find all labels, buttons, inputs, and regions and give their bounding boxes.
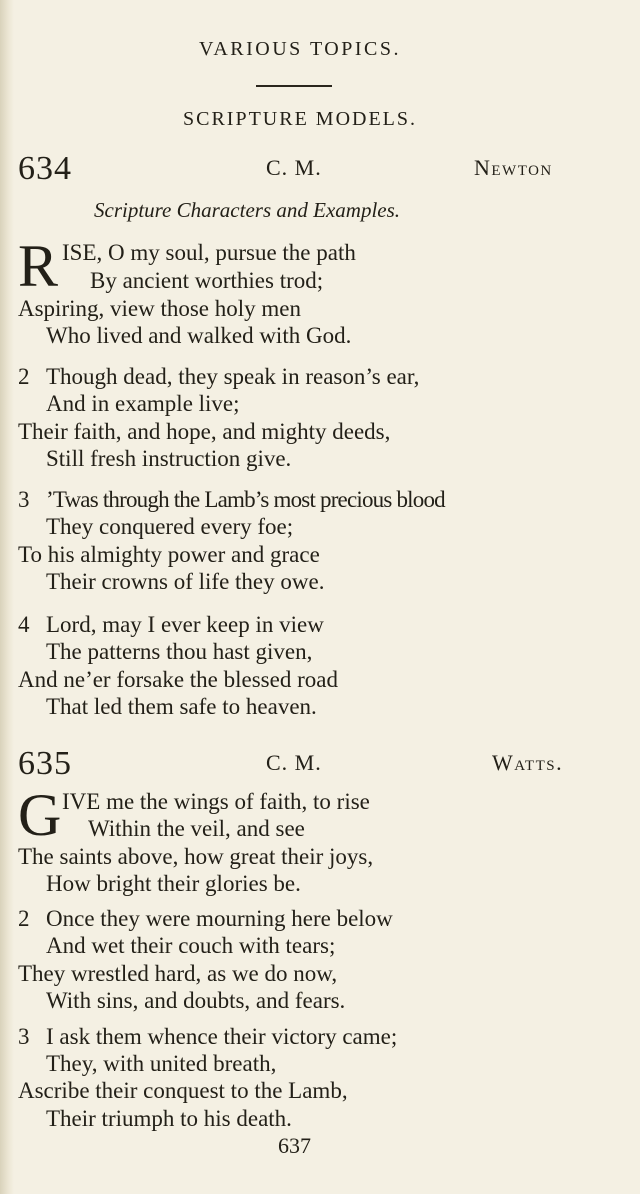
verse-line: Who lived and walked with God. [46,323,352,348]
drop-cap: R [18,233,59,299]
verse-line: And in example live; [46,391,240,416]
hymn-number: 635 [18,745,72,782]
verse-line: Within the veil, and see [88,816,305,841]
hymn-meter: C. M. [266,155,322,180]
verse-line: And wet their couch with tears; [46,933,336,958]
verse-line: Their crowns of life they owe. [46,569,325,594]
stanza-number: 3 [18,1024,30,1049]
verse-line: Once they were mourning here below [46,906,393,931]
stanza-number: 4 [18,612,30,637]
hymn-author: Watts. [492,750,564,775]
verse-line: That led them safe to heaven. [46,694,317,719]
stanza-number: 2 [18,364,30,389]
drop-cap: G [18,782,62,848]
verse-line: How bright their glories be. [46,871,301,896]
verse-line: Lord, may I ever keep in view [46,612,324,637]
page-number: 637 [278,1133,311,1158]
hymn-subtitle: Scripture Characters and Examples. [94,198,401,222]
verse-line: To his almighty power and grace [18,542,320,567]
verse-line: They wrestled hard, as we do now, [18,961,338,986]
verse-line: Ascribe their conquest to the Lamb, [18,1078,348,1103]
page-spine-shadow [0,0,14,1194]
verse-line: They, with united breath, [46,1051,277,1076]
verse-line: Their faith, and hope, and mighty deeds, [18,419,391,444]
section-title: SCRIPTURE MODELS. [182,108,418,130]
hymn-meter: C. M. [266,750,322,775]
verse-line: Aspiring, view those holy men [18,296,301,321]
verse-line: IVE me the wings of faith, to rise [62,789,370,814]
verse-line: Still fresh instruction give. [46,446,292,471]
hymn-author: Newton [474,155,553,180]
verse-line: And ne’er forsake the blessed road [18,667,338,692]
header-rule [256,85,332,87]
running-head: VARIOUS TOPICS. [198,38,401,60]
verse-line: The saints above, how great their joys, [18,844,374,869]
verse-line: Their triumph to his death. [46,1106,292,1131]
hymn-number: 634 [18,150,72,187]
stanza-number: 3 [18,487,30,512]
verse-line: With sins, and doubts, and fears. [46,988,346,1013]
verse-line: By ancient worthies trod; [90,268,324,293]
verse-line: They conquered every foe; [46,514,294,539]
verse-line: Though dead, they speak in reason’s ear, [46,364,420,389]
verse-line: ’Twas through the Lamb’s most precious blood [46,487,445,512]
verse-line: I ask them whence their victory came; [46,1024,398,1049]
stanza-number: 2 [18,906,30,931]
verse-line: ISE, O my soul, pursue the path [62,240,356,265]
verse-line: The patterns thou hast given, [46,639,313,664]
